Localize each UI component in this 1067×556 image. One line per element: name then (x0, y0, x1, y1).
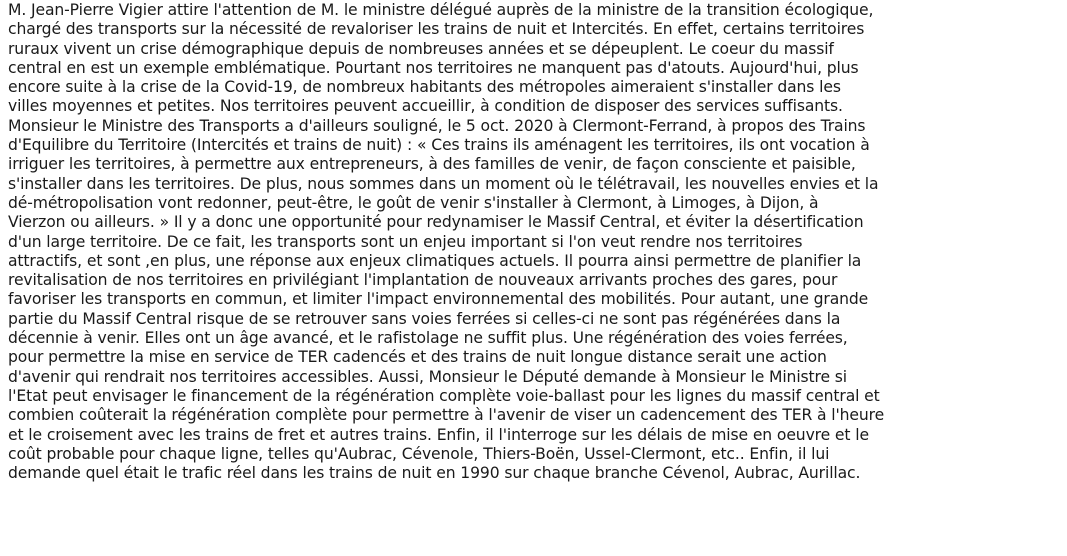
text-line: et le croisement avec les trains de fret et autres trains. Enfin, il l'interroge sur les délais de mise en oeuvre et le (8, 425, 869, 444)
text-line: irriguer les territoires, à permettre aux entrepreneurs, à des familles de venir, de façon consciente et paisible, (8, 155, 856, 174)
question-text (8, 1, 1063, 483)
text-line: central en est un exemple emblématique. Pourtant nos territoires ne manquent pas d'atouts. Aujourd'hui, plus (8, 58, 859, 77)
text-line: décennie à venir. Elles ont un âge avancé, et le rafistolage ne suffit plus. Une régénération des voies ferrées, (8, 329, 848, 348)
text-line: revitalisation de nos territoires en privilégiant l'implantation de nouveaux arrivants proches des gares, pour (8, 271, 838, 290)
text-line: s'installer dans les territoires. De plus, nous sommes dans un moment où le télétravail, les nouvelles envies et la (8, 174, 879, 193)
text-line: dé-métropolisation vont redonner, peut-être, le goût de venir s'installer à Clermont, à Limoges, à Dijon, à (8, 193, 819, 212)
text-line: chargé des transports sur la nécessité de revaloriser les trains de nuit et Intercités. En effet, certains territoires (8, 20, 865, 39)
text-line: d'Equilibre du Territoire (Intercités et trains de nuit) : « Ces trains ils aménagent les territoires, ils ont vocation à (8, 136, 870, 155)
text-line: Vierzon ou ailleurs. » Il y a donc une opportunité pour redynamiser le Massif Central, et éviter la désertification (8, 213, 864, 232)
text-line: attractifs, et sont ,en plus, une réponse aux enjeux climatiques actuels. Il pourra ainsi permettre de planifier la (8, 251, 862, 270)
text-line: partie du Massif Central risque de se retrouver sans voies ferrées si celles-ci ne sont pas régénérées dans la (8, 309, 841, 328)
text-line: ruraux vivent un crise démographique depuis de nombreuses années et se dépeuplent. Le coeur du massif (8, 39, 834, 58)
text-line: M. Jean-Pierre Vigier attire l'attention de M. le ministre délégué auprès de la ministre de la transition écologique, (8, 1, 874, 19)
text-line: villes moyennes et petites. Nos territoires peuvent accueillir, à condition de disposer des services suffisants. (8, 97, 843, 116)
text-line: l'Etat peut envisager le financement de la régénération complète voie-ballast pour les lignes du massif central et (8, 386, 880, 405)
text-line: d'un large territoire. De ce fait, les transports sont un enjeu important si l'on veut rendre nos territoires (8, 232, 803, 251)
text-line: coût probable pour chaque ligne, telles qu'Aubrac, Cévenole, Thiers-Boën, Ussel-Clermont, etc.. Enfin, il lui (8, 444, 830, 463)
text-line: Monsieur le Ministre des Transports a d'ailleurs souligné, le 5 oct. 2020 à Clermont-Ferrand, à propos des Trains (8, 116, 866, 135)
text-line: demande quel était le trafic réel dans les trains de nuit en 1990 sur chaque branche Cévenol, Aubrac, Aurillac. (8, 464, 861, 483)
text-line: combien coûterait la régénération complète pour permettre à l'avenir de viser un cadencement des TER à l'heure (8, 406, 885, 425)
text-line: pour permettre la mise en service de TER cadencés et des trains de nuit longue distance serait une action (8, 348, 827, 367)
text-line: d'avenir qui rendrait nos territoires accessibles. Aussi, Monsieur le Député demande à Monsieur le Ministre si (8, 367, 848, 386)
text-line: favoriser les transports en commun, et limiter l'impact environnemental des mobilités. Pour autant, une grande (8, 290, 869, 309)
text-line: encore suite à la crise de la Covid-19, de nombreux habitants des métropoles aimeraient s'installer dans les (8, 78, 841, 97)
